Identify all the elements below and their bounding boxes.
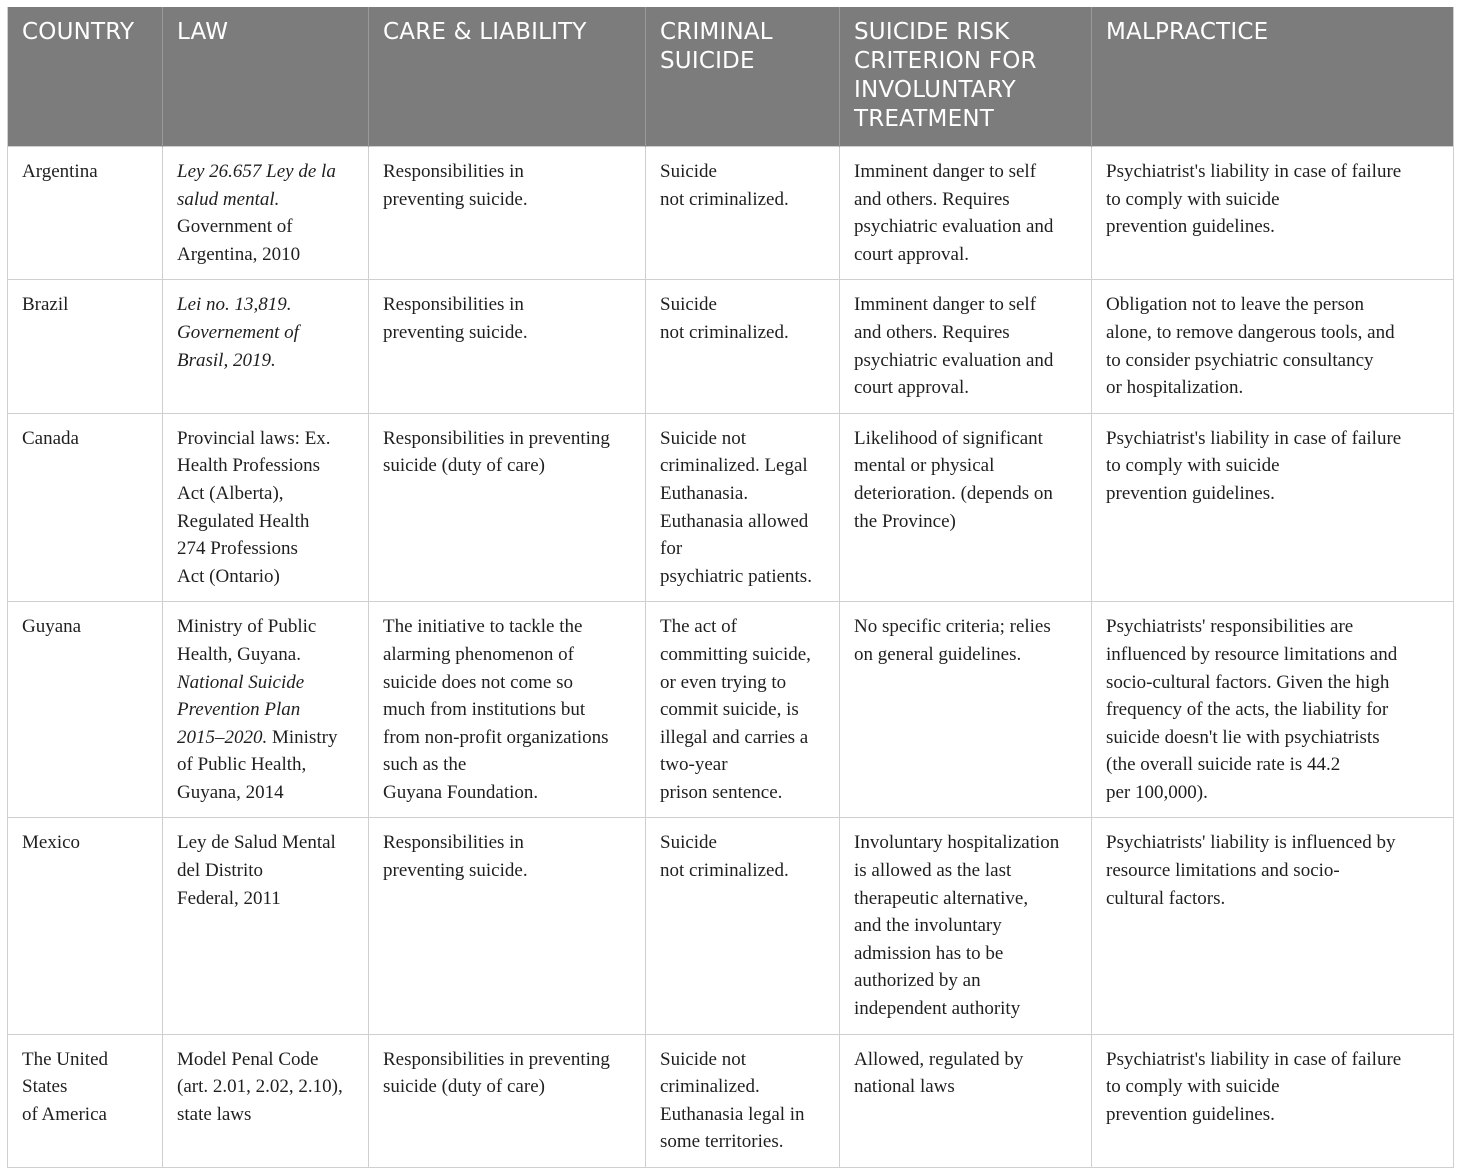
cell-care-liability: Responsibilities in preventing suicide. (369, 147, 646, 280)
cell-care-liability: Responsibilities in preventing suicide (duty of care) (369, 1034, 646, 1167)
table-row (8, 1034, 1454, 1167)
cell-malpractice: Psychiatrist's liability in case of failure to comply with suicide prevention guidelines. (1092, 1034, 1454, 1167)
law-citation-source: Government of Argentina, 2010 (177, 216, 301, 265)
cell-care-liability: Responsibilities in preventing suicide. (369, 280, 646, 413)
cell-country: Argentina (8, 147, 163, 280)
header-row (8, 7, 1454, 147)
law-comparison-table (7, 7, 1454, 1168)
cell-criminal-suicide: Suicide not criminalized. Euthanasia legal in some territories. (646, 1034, 840, 1167)
cell-country: Brazil (8, 280, 163, 413)
cell-criminal-suicide: The act of committing suicide, or even trying to commit suicide, is illegal and carries a two-year prison sentence. (646, 602, 840, 818)
cell-care-liability: The initiative to tackle the alarming phenomenon of suicide does not come so much from institutions but from non-profit organizations such as the Guyana Foundation. (369, 602, 646, 818)
cell-malpractice: Psychiatrists' responsibilities are influenced by resource limitations and socio-cultural factors. Given the high frequency of the acts, the liability for suicide doesn't lie with psychiatrists (the overall suicide rate is 44.2 per 100,000). (1092, 602, 1454, 818)
law-citation-title: Ley 26.657 Ley de la salud mental. (177, 161, 336, 210)
cell-law: Lei no. 13,819. Governement of Brasil, 2019. (163, 280, 369, 413)
header-suicide-risk-criterion: SUICIDE RISK CRITERION FOR INVOLUNTARY TREATMENT (840, 7, 1092, 147)
cell-country: Canada (8, 413, 163, 602)
cell-suicide-risk-criterion: No specific criteria; relies on general guidelines. (840, 602, 1092, 818)
cell-law (163, 147, 369, 280)
header-country: COUNTRY (8, 7, 163, 147)
cell-care-liability: Responsibilities in preventing suicide. (369, 818, 646, 1034)
header-care-liability: CARE & LIABILITY (369, 7, 646, 147)
cell-criminal-suicide: Suicide not criminalized. (646, 147, 840, 280)
table-row (8, 280, 1454, 413)
cell-law (163, 602, 369, 818)
cell-law: Ley de Salud Mental del Distrito Federal, 2011 (163, 818, 369, 1034)
header-law: LAW (163, 7, 369, 147)
table-row (8, 147, 1454, 280)
cell-malpractice: Psychiatrist's liability in case of failure to comply with suicide prevention guidelines. (1092, 147, 1454, 280)
cell-suicide-risk-criterion: Imminent danger to self and others. Requires psychiatric evaluation and court approval. (840, 280, 1092, 413)
table-row (8, 818, 1454, 1034)
cell-suicide-risk-criterion: Imminent danger to self and others. Requires psychiatric evaluation and court approval. (840, 147, 1092, 280)
table-row (8, 602, 1454, 818)
cell-country: The United States of America (8, 1034, 163, 1167)
cell-country: Mexico (8, 818, 163, 1034)
law-citation-source: Ministry of Public Health, Guyana, 2014 (177, 726, 338, 803)
law-citation-title: National Suicide Prevention Plan 2015–2020. (177, 671, 305, 748)
table-row (8, 413, 1454, 602)
cell-law: Provincial laws: Ex. Health Professions Act (Alberta), Regulated Health 274 Professions Act (Ontario) (163, 413, 369, 602)
table-header (8, 7, 1454, 147)
cell-criminal-suicide: Suicide not criminalized. (646, 818, 840, 1034)
cell-suicide-risk-criterion: Allowed, regulated by national laws (840, 1034, 1092, 1167)
cell-criminal-suicide: Suicide not criminalized. Legal Euthanasia. Euthanasia allowed for psychiatric patients. (646, 413, 840, 602)
cell-care-liability: Responsibilities in preventing suicide (duty of care) (369, 413, 646, 602)
law-citation-author: Ministry of Public Health, Guyana. (177, 616, 317, 665)
table-body (8, 147, 1454, 1168)
cell-law: Model Penal Code (art. 2.01, 2.02, 2.10), state laws (163, 1034, 369, 1167)
header-malpractice: MALPRACTICE (1092, 7, 1454, 147)
law-comparison-table-container (7, 7, 1453, 1168)
cell-malpractice: Psychiatrists' liability is influenced by resource limitations and socio- cultural factors. (1092, 818, 1454, 1034)
cell-country: Guyana (8, 602, 163, 818)
header-criminal-suicide: CRIMINAL SUICIDE (646, 7, 840, 147)
cell-criminal-suicide: Suicide not criminalized. (646, 280, 840, 413)
cell-suicide-risk-criterion: Likelihood of significant mental or physical deterioration. (depends on the Province) (840, 413, 1092, 602)
cell-malpractice: Obligation not to leave the person alone, to remove dangerous tools, and to consider psychiatric consultancy or hospitalization. (1092, 280, 1454, 413)
cell-malpractice: Psychiatrist's liability in case of failure to comply with suicide prevention guidelines. (1092, 413, 1454, 602)
cell-suicide-risk-criterion: Involuntary hospitalization is allowed as the last therapeutic alternative, and the involuntary admission has to be authorized by an independent authority (840, 818, 1092, 1034)
